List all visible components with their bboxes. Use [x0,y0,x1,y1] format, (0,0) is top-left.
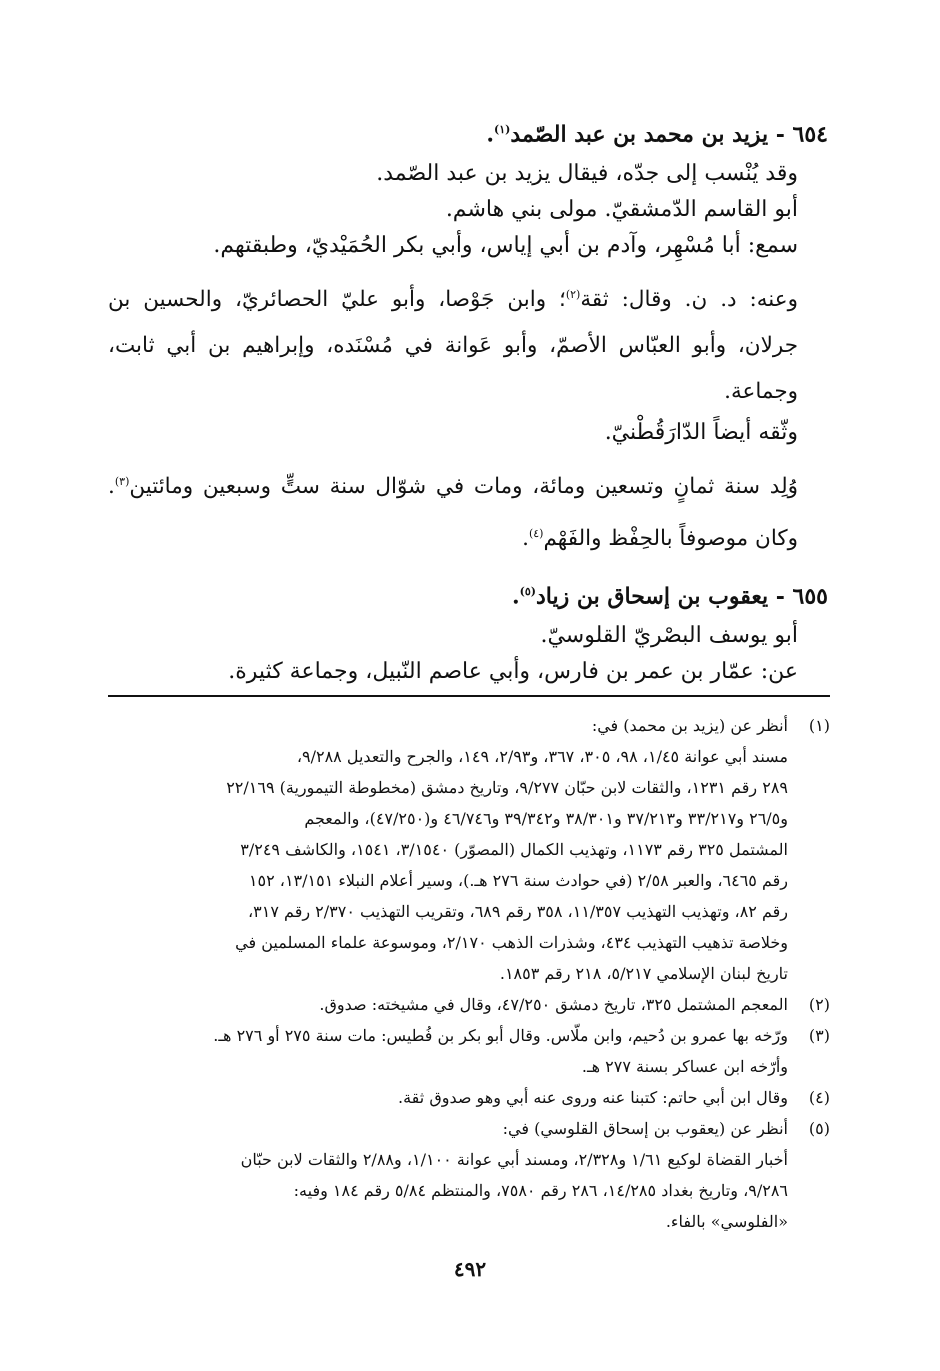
footnote-line: أنظر عن (يزيد بن محمد) في: [591,716,788,735]
footnote-ref[interactable]: (٥) [519,584,536,598]
footnote-line: وخلاصة تذهيب التهذيب ٤٣٤، وشذرات الذهب ٢/١٧٠، وموسوعة علماء المسلمين في [235,933,788,952]
footnote-body [108,710,788,989]
footnote-line: مسند أبي عوانة ١/٤٥، ٩٨، ٣٠٥، ٣٦٧، و٢/٩٣، ١٤٩، والجرح والتعديل ٩/٢٨٨، [296,747,788,766]
text-line: عن: عمّار بن عمر بن فارس، وأبي عاصم النّبيل، وجماعة كثيرة. [228,659,798,685]
footnote-line: أخبار القضاة لوكيع ١/٦١ و٢/٣٢٨، ومسند أبي عوانة ١/١٠٠، و٢/٨٨ والثقات لابن حبّان [240,1150,788,1169]
footnote-line: تاريخ لبنان الإسلامي ٥/٢١٧، ٢١٨ رقم ١٨٥٣. [499,964,788,983]
footnote-4 [108,1082,830,1113]
footnote-line: أنظر عن (يعقوب بن إسحاق القلوسي) في: [502,1119,788,1138]
footnote-number: (٢) [808,995,830,1014]
para-text: . وكان موصوفاً بالحِفْظ والفَهْم [108,474,798,551]
text-line: وثّقه أيضاً الدّارَقُطْنيّ. [604,420,798,446]
footnote-body [108,1082,788,1113]
footnote-line: و٢٦/٥ و٣٣/٢١٧ و٣٧/٢١٣ و٣٨/٣٠١ و٣٩/٣٤٢ و٤٦/٧٤٦ و(٤٧/٢٥٠)، والمعجم [304,809,788,828]
main-text [108,100,828,690]
footnote-line: المشتمل ٣٢٥ رقم ١١٧٣، وتهذيب الكمال (المصوّر) ٣/١٥٤٠، ١٥٤١، والكاشف ٣/٢٤٩ [240,840,788,859]
para-text: ؛ وابن جَوْصا، وأبو عليّ الحصائريّ، والحسين بن جرلان، وأبو العبّاس الأصمّ، وأبو عَوانة في مُسْنَده، وإبراهيم بن أبي ثابت، وجماعة. [108,287,798,405]
para-text: وعنه: د. ن. وقال: ثقة [580,287,798,313]
footnote-line: وقال ابن أبي حاتم: كتبنا عنه وروى عنه أبي وهو صدوق ثقة. [398,1088,788,1107]
footnote-ref[interactable]: (٤) [528,526,544,540]
text-line: أبو القاسم الدّمشقيّ. مولى بني هاشم. [445,197,798,223]
entry-title-655 [108,570,828,618]
footnote-body [108,1113,788,1237]
text-line: وقد يُنْسب إلى جدّه، فيقال يزيد بن عبد الصّمد. [376,161,798,187]
footnote-number: (١) [808,716,830,735]
paragraph-narrators [108,272,828,415]
footnote-ref[interactable]: (١) [494,123,511,136]
footnote-number: (٤) [808,1088,830,1107]
text-line: أبو يوسف البصْريّ القلوسيّ. [540,623,798,649]
page-number: ٤٩٢ [453,1257,487,1281]
footnote-5 [108,1113,830,1237]
footnote-line: المعجم المشتمل ٣٢٥، تاريخ دمشق ٤٧/٢٥٠، وقال في مشيخته: صدوق. [319,995,788,1014]
text-line: سمع: أبا مُسْهِر، وآدم بن أبي إياس، وأبي بكر الحُمَيْديّ، وطبقتهم. [213,233,798,259]
footnote-3 [108,1020,830,1082]
entry-title-text: ٦٥٥ - يعقوب بن إسحاق بن زياد [536,583,828,610]
footnote-body [108,989,788,1020]
footnote-line: ورّخه بها عمرو بن دُحيم، وابن ملّاس. وقال أبو بكر بن فُطيس: مات سنة ٢٧٥ أو ٢٧٦ هـ. [213,1026,788,1045]
entry-title-text: ٦٥٤ - يزيد بن محمد بن عبد الصّمد [510,121,828,148]
footnote-line: ٩/٢٨٦، وتاريخ بغداد ١٤/٢٨٥، ٢٨٦ رقم ٧٥٨٠، والمنتظم ٥/٨٤ رقم ١٨٤ وفيه: [293,1181,788,1200]
footnote-line: «الفلوسي» بالفاء. [665,1212,788,1231]
footnote-number: (٥) [808,1119,830,1138]
title-end: . [511,583,520,610]
footnote-line: رقم ٦٤٦٥، والعبر ٢/٥٨ (في حوادث سنة ٢٧٦ هـ.)، وسير أعلام النبلاء ١٣/١٥١، ١٥٢ [248,871,788,890]
paragraph-birth-death [108,459,828,561]
footnote-number: (٣) [808,1026,830,1045]
title-end: . [486,121,495,148]
entry-title-654 [108,108,828,156]
footnote-2 [108,989,830,1020]
footnote-ref[interactable]: (٢) [565,288,581,302]
footnote-1 [108,710,830,989]
footnotes [108,710,830,1237]
footnote-ref[interactable]: (٣) [114,475,130,489]
footnote-line: رقم ٨٢، وتهذيب التهذيب ١١/٣٥٧، ٣٥٨ رقم ٦٨٩، وتقريب التهذيب ٢/٣٧٠ رقم ٣١٧، [248,902,788,921]
footnote-divider [108,695,830,697]
footnote-line: ٢٨٩ رقم ١٢٣١، والثقات لابن حبّان ٩/٢٧٧، وتاريخ دمشق (مخطوطة التيمورية) ٢٢/١٦٩ [226,778,788,797]
para-text: وُلِد سنة ثمانٍ وتسعين ومائة، ومات في شوّال سنة ستٍّ وسبعين ومائتين [129,474,798,500]
footnote-line: وأرّخه ابن عساكر بسنة ٢٧٧ هـ. [581,1057,788,1076]
footnote-body [108,1020,788,1082]
para-end: . [522,525,529,551]
